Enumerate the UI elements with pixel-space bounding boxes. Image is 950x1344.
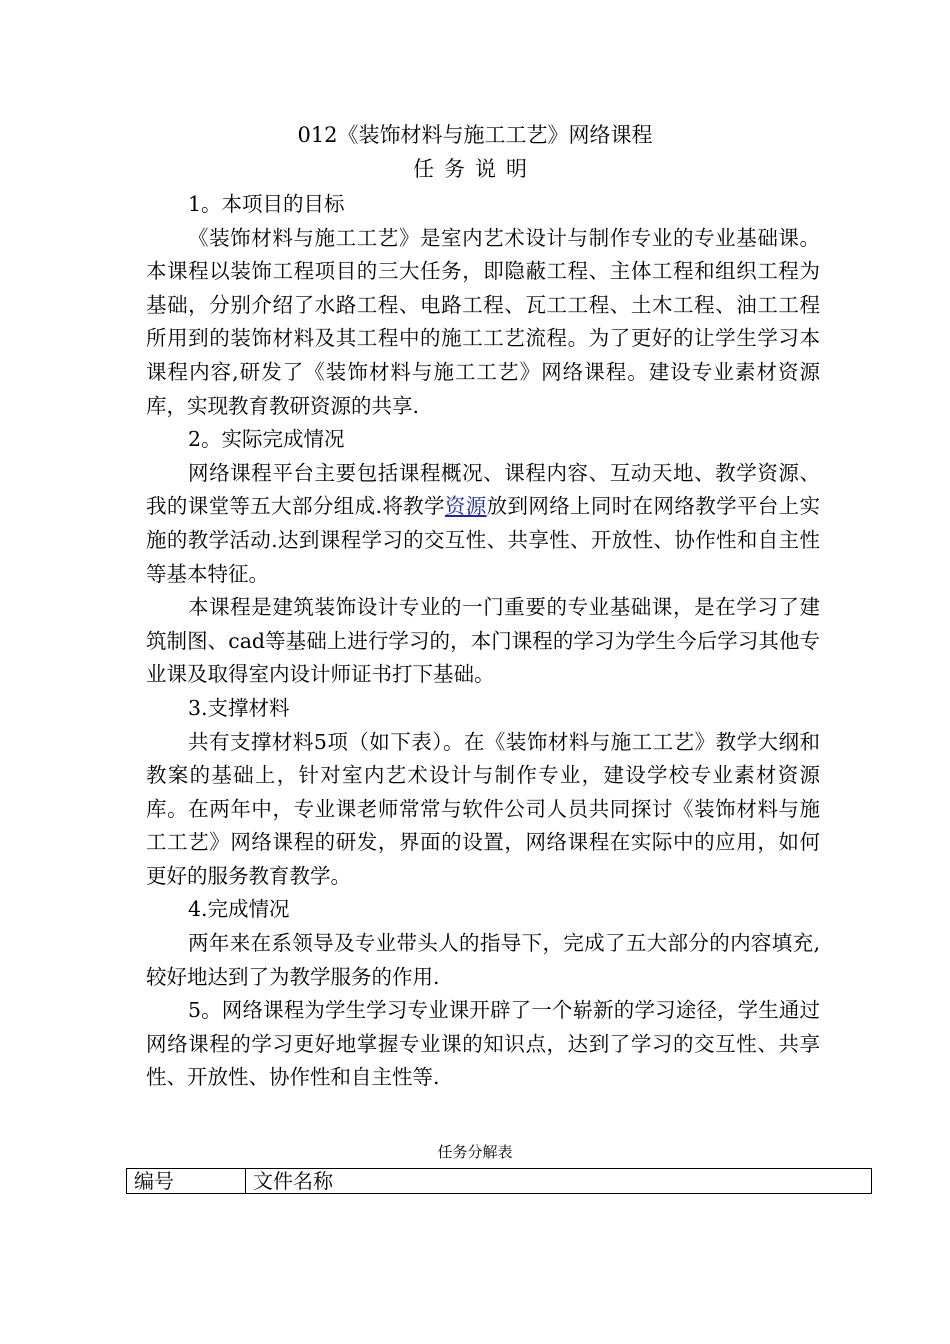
section-2-text-after-link: 放到网络上同时在网络教学平台上实施的教学活动.达到课程学习的交互性、共享性、开放性、协作性和自主性等基本特征。 [146,494,821,586]
section-4-paragraph-2: 5。网络课程为学生学习专业课开辟了一个崭新的学习途径，学生通过网络课程的学习更好地掌握专业课的知识点，达到了学习的交互性、共享性、开放性、协作性和自主性等. [146,998,820,1090]
table-header-filename: 文件名称 [246,1169,872,1194]
section-1-paragraph: 《装饰材料与施工工艺》是室内艺术设计与制作专业的专业基础课。本课程以装饰工程项目的三大任务，即隐蔽工程、主体工程和组织工程为基础，分别介绍了水路工程、电路工程、瓦工工程、土木工程、油工工程所用到的装饰材料及其工程中的施工工艺流程。为了更好的让学生学习本课程内容,研发了《装饰材料与施工工艺》网络课程。建设专业素材资源库，实现教育教研资源的共享. [146,225,820,418]
document-body [146,188,820,1095]
section-2-paragraph-2: 本课程是建筑装饰设计专业的一门重要的专业基础课，是在学习了建筑制图、cad等基础上进行学习的，本门课程的学习为学生今后学习其他专业课及取得室内设计师证书打下基础。 [146,595,820,687]
section-heading-3: 3.支撑材料 [188,695,290,720]
task-table [126,1168,872,1194]
section-heading-4: 4.完成情况 [188,897,290,922]
section-2-text-before-link: 网络课程平台主要包括课程概况、课程内容、互动天地、教学资源、我的课堂等五大部分组成.将教学 [146,460,820,519]
document-subtitle: 任务说明 [413,157,537,181]
table-caption: 任务分解表 [437,1143,513,1161]
section-4-paragraph-1: 两年来在系领导及专业带头人的指导下，完成了五大部分的内容填充,较好地达到了为教学服务的作用. [146,931,820,989]
document-title: 012《装饰材料与施工工艺》网络课程 [297,123,653,147]
table-header-number: 编号 [127,1169,246,1194]
section-3-paragraph: 共有支撑材料5项（如下表）。在《装饰材料与施工工艺》教学大纲和教案的基础上，针对室内艺术设计与制作专业，建设学校专业素材资源库。在两年中，专业课老师常常与软件公司人员共同探讨《装饰材料与施工工艺》网络课程的研发，界面的设置，网络课程在实际中的应用，如何更好的服务教育教学。 [146,729,820,888]
section-heading-1: 1。本项目的目标 [188,192,345,216]
table-header-row [127,1169,872,1194]
resource-link[interactable]: 资源 [444,494,487,519]
section-heading-2: 2。实际完成情况 [188,427,345,452]
section-2-paragraph-1 [146,457,820,591]
